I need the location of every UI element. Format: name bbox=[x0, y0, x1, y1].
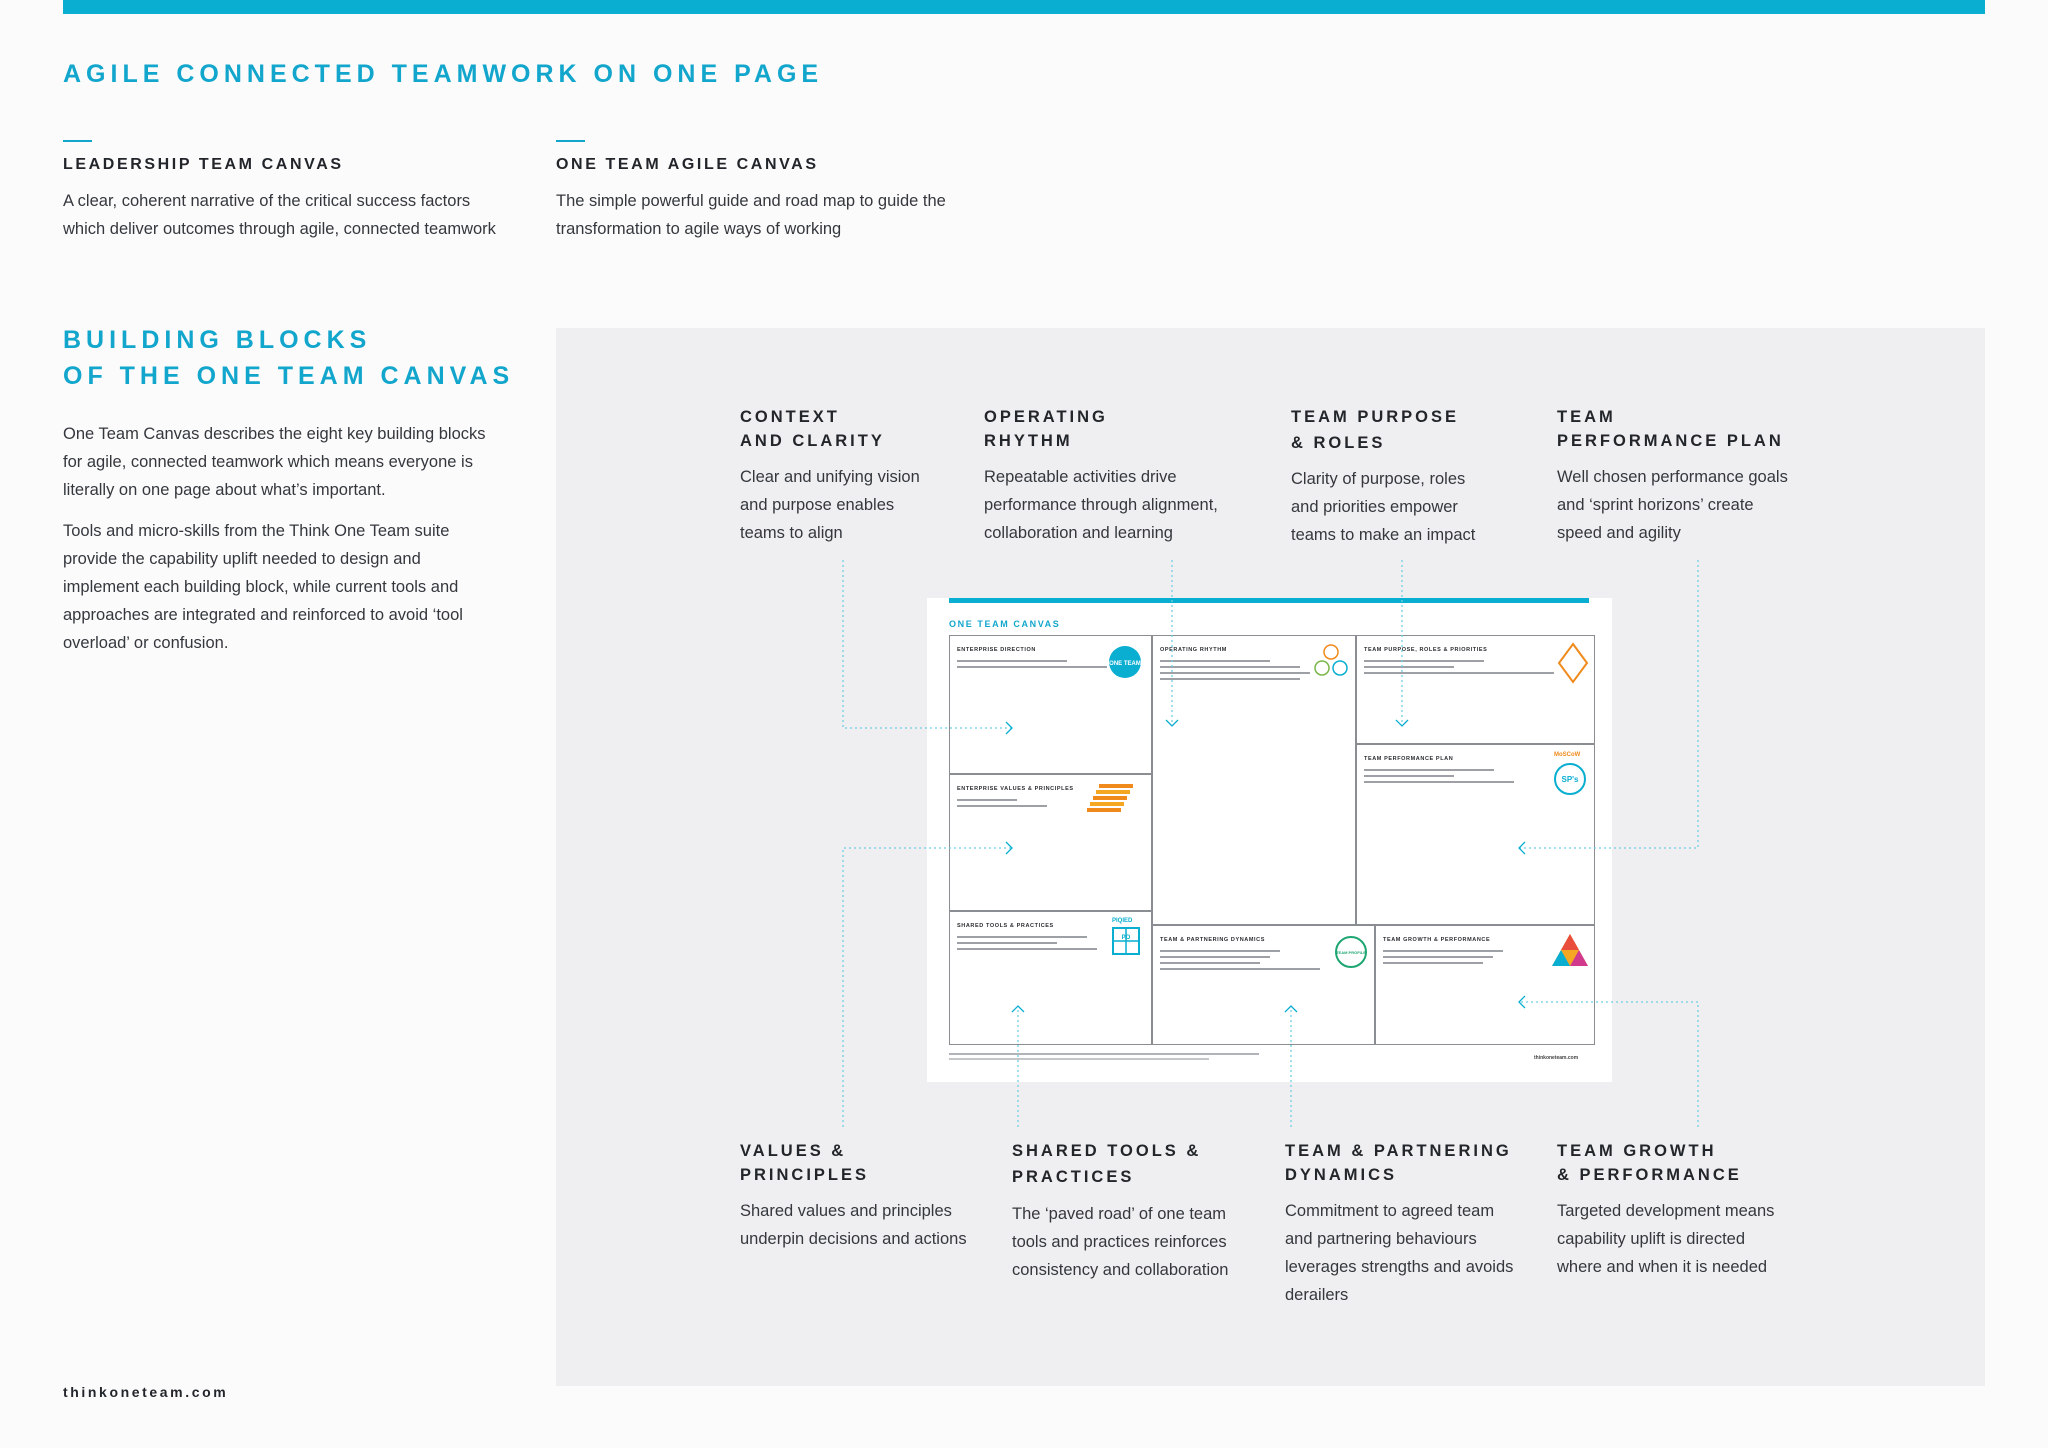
block-desc-partnering-line4: derailers bbox=[1285, 1286, 1349, 1304]
block-desc-partnering-line3: leverages strengths and avoids bbox=[1285, 1258, 1514, 1276]
section-dash bbox=[63, 140, 92, 142]
agile-desc-line2: transformation to agile ways of working bbox=[556, 220, 842, 238]
growth-pyramid-icon bbox=[1550, 932, 1590, 968]
top-accent-bar bbox=[63, 0, 1985, 14]
block-desc-values-line2: underpin decisions and actions bbox=[740, 1230, 967, 1248]
cell-text-line bbox=[1160, 962, 1260, 964]
cell-title: ENTERPRISE VALUES & PRINCIPLES bbox=[957, 786, 1074, 792]
cell-text-line bbox=[1160, 678, 1300, 680]
cell-title: OPERATING RHYTHM bbox=[1160, 647, 1227, 653]
cell-text-line bbox=[1160, 666, 1300, 668]
cell-title: TEAM GROWTH & PERFORMANCE bbox=[1383, 937, 1491, 943]
block-title-operating-line2: RHYTHM bbox=[984, 432, 1073, 450]
cell-shared-tools bbox=[949, 911, 1152, 1045]
block-desc-growth-line1: Targeted development means bbox=[1557, 1202, 1775, 1220]
tools-grid-icon bbox=[1111, 926, 1141, 956]
blocks-p1-line1: One Team Canvas describes the eight key building blocks bbox=[63, 425, 486, 443]
team-profile-text: TEAM PROFILE bbox=[1336, 950, 1366, 955]
cell-text-line bbox=[1383, 962, 1483, 964]
block-desc-context-line2: and purpose enables bbox=[740, 496, 895, 514]
block-desc-growth-line3: where and when it is needed bbox=[1557, 1258, 1768, 1276]
block-desc-partnering-line1: Commitment to agreed team bbox=[1285, 1202, 1495, 1220]
cell-text-line bbox=[1160, 672, 1310, 674]
sprint-points-icon bbox=[1553, 762, 1587, 796]
cell-text-line bbox=[957, 799, 1017, 801]
building-blocks-title-line2: OF THE ONE TEAM CANVAS bbox=[63, 362, 515, 390]
cell-text-line bbox=[957, 660, 1067, 662]
block-title-tools-line2: PRACTICES bbox=[1012, 1168, 1135, 1186]
cell-text-line bbox=[1383, 956, 1493, 958]
leadership-title: LEADERSHIP TEAM CANVAS bbox=[63, 156, 344, 173]
block-desc-operating-line3: collaboration and learning bbox=[984, 524, 1173, 542]
purpose-diamond-icon bbox=[1556, 642, 1590, 684]
block-title-growth-line1: TEAM GROWTH bbox=[1557, 1142, 1717, 1160]
piqied-label: PIQIED bbox=[1112, 918, 1133, 924]
block-desc-operating-line1: Repeatable activities drive bbox=[984, 468, 1177, 486]
thumbnail-title: ONE TEAM CANVAS bbox=[949, 619, 1061, 629]
cell-enterprise-values bbox=[949, 774, 1152, 911]
building-blocks-title bbox=[63, 322, 514, 394]
block-desc-purpose-line2: and priorities empower bbox=[1291, 498, 1458, 516]
block-title-tools-line1: SHARED TOOLS & bbox=[1012, 1142, 1202, 1160]
block-title-values-line1: VALUES & bbox=[740, 1142, 847, 1160]
block-title-values-line2: PRINCIPLES bbox=[740, 1166, 870, 1184]
cell-text-line bbox=[1364, 775, 1454, 777]
block-title-context-line2: AND CLARITY bbox=[740, 432, 885, 450]
cell-partnering-dynamics bbox=[1152, 925, 1375, 1045]
cell-title: SHARED TOOLS & PRACTICES bbox=[957, 923, 1054, 929]
block-desc-tools-line2: tools and practices reinforces bbox=[1012, 1233, 1227, 1251]
blocks-p2-line3: implement each building block, while current tools and bbox=[63, 578, 459, 596]
cell-text-line bbox=[1364, 769, 1494, 771]
cell-text-line bbox=[1364, 666, 1454, 668]
block-title-partnering-line1: TEAM & PARTNERING bbox=[1285, 1142, 1512, 1160]
building-blocks-title-line1: BUILDING BLOCKS bbox=[63, 326, 372, 354]
block-desc-plan-line2: and ‘sprint horizons’ create bbox=[1557, 496, 1754, 514]
block-title-purpose-line1: TEAM PURPOSE bbox=[1291, 408, 1460, 426]
blocks-p1-line3: literally on one page about what’s important. bbox=[63, 481, 386, 499]
leadership-desc-line1: A clear, coherent narrative of the critical success factors bbox=[63, 192, 471, 210]
cell-text-line bbox=[1364, 660, 1484, 662]
cell-text-line bbox=[1364, 672, 1554, 674]
block-desc-operating-line2: performance through alignment, bbox=[984, 496, 1218, 514]
cell-text-line bbox=[957, 936, 1087, 938]
blocks-p2-line4: approaches are integrated and reinforced to avoid ‘tool bbox=[63, 606, 463, 624]
block-desc-tools-line3: consistency and collaboration bbox=[1012, 1261, 1229, 1279]
team-profile-icon bbox=[1334, 935, 1368, 969]
cell-text-line bbox=[1160, 956, 1270, 958]
cell-text-line bbox=[1364, 781, 1514, 783]
cell-title: TEAM PERFORMANCE PLAN bbox=[1364, 756, 1454, 762]
thumbnail-accent-bar bbox=[949, 598, 1589, 603]
cell-text-line bbox=[1383, 950, 1503, 952]
block-desc-tools-line1: The ‘paved road’ of one team bbox=[1012, 1205, 1227, 1223]
cell-text-line bbox=[957, 942, 1057, 944]
cell-performance-plan bbox=[1356, 744, 1595, 925]
tools-grid-text: PO bbox=[1121, 935, 1131, 941]
block-desc-purpose-line1: Clarity of purpose, roles bbox=[1291, 470, 1466, 488]
block-desc-context-line1: Clear and unifying vision bbox=[740, 468, 920, 486]
cell-text-line bbox=[957, 805, 1047, 807]
one-team-canvas-thumbnail bbox=[927, 598, 1612, 1082]
moscow-label: MoSCoW bbox=[1554, 752, 1581, 758]
block-title-purpose-line2: & ROLES bbox=[1291, 434, 1386, 452]
footer-website: thinkoneteam.com bbox=[63, 1384, 229, 1400]
thumbnail-footnote bbox=[949, 1053, 1259, 1060]
thumbnail-footer-site: thinkoneteam.com bbox=[1534, 1055, 1579, 1061]
block-title-plan-line1: TEAM bbox=[1557, 408, 1616, 426]
cell-text-line bbox=[1160, 968, 1320, 970]
cell-title: ENTERPRISE DIRECTION bbox=[957, 647, 1036, 653]
rhythm-cycle-icon bbox=[1312, 643, 1350, 679]
cell-text-line bbox=[1160, 660, 1270, 662]
block-title-growth-line2: & PERFORMANCE bbox=[1557, 1166, 1742, 1184]
cell-title: TEAM PURPOSE, ROLES & PRIORITIES bbox=[1364, 647, 1488, 653]
block-title-operating-line1: OPERATING bbox=[984, 408, 1108, 426]
blocks-p2-line2: provide the capability uplift needed to design and bbox=[63, 550, 421, 568]
block-title-partnering-line2: DYNAMICS bbox=[1285, 1166, 1398, 1184]
block-desc-plan-line1: Well chosen performance goals bbox=[1557, 468, 1788, 486]
one-team-logo-text: ONE TEAM bbox=[1109, 661, 1141, 667]
block-desc-plan-line3: speed and agility bbox=[1557, 524, 1681, 542]
block-title-context-line1: CONTEXT bbox=[740, 408, 840, 426]
cell-enterprise-direction bbox=[949, 635, 1152, 774]
cell-title: TEAM & PARTNERING DYNAMICS bbox=[1160, 937, 1266, 943]
block-desc-context-line3: teams to align bbox=[740, 524, 843, 542]
leadership-desc-line2: which deliver outcomes through agile, connected teamwork bbox=[63, 220, 496, 238]
cell-operating-rhythm bbox=[1152, 635, 1356, 925]
block-desc-values-line1: Shared values and principles bbox=[740, 1202, 952, 1220]
block-desc-growth-line2: capability uplift is directed bbox=[1557, 1230, 1746, 1248]
cell-purpose-roles bbox=[1356, 635, 1595, 744]
agile-canvas-title: ONE TEAM AGILE CANVAS bbox=[556, 156, 819, 173]
agile-desc-line1: The simple powerful guide and road map to guide the bbox=[556, 192, 946, 210]
cell-text-line bbox=[957, 948, 1097, 950]
sprint-points-text: SP's bbox=[1561, 775, 1579, 784]
one-team-logo-icon bbox=[1108, 645, 1142, 679]
blocks-p2-line5: overload’ or confusion. bbox=[63, 634, 229, 652]
blocks-p1-line2: for agile, connected teamwork which means everyone is bbox=[63, 453, 473, 471]
page-title: AGILE CONNECTED TEAMWORK ON ONE PAGE bbox=[63, 60, 824, 88]
cell-text-line bbox=[957, 666, 1107, 668]
blocks-p2-line1: Tools and micro-skills from the Think One Team suite bbox=[63, 522, 450, 540]
cell-text-line bbox=[1160, 950, 1280, 952]
block-desc-partnering-line2: and partnering behaviours bbox=[1285, 1230, 1477, 1248]
block-title-plan-line2: PERFORMANCE PLAN bbox=[1557, 432, 1784, 450]
section-dash bbox=[556, 140, 585, 142]
cell-growth-performance bbox=[1375, 925, 1595, 1045]
values-stack-icon bbox=[1085, 783, 1137, 817]
block-desc-purpose-line3: teams to make an impact bbox=[1291, 526, 1476, 544]
